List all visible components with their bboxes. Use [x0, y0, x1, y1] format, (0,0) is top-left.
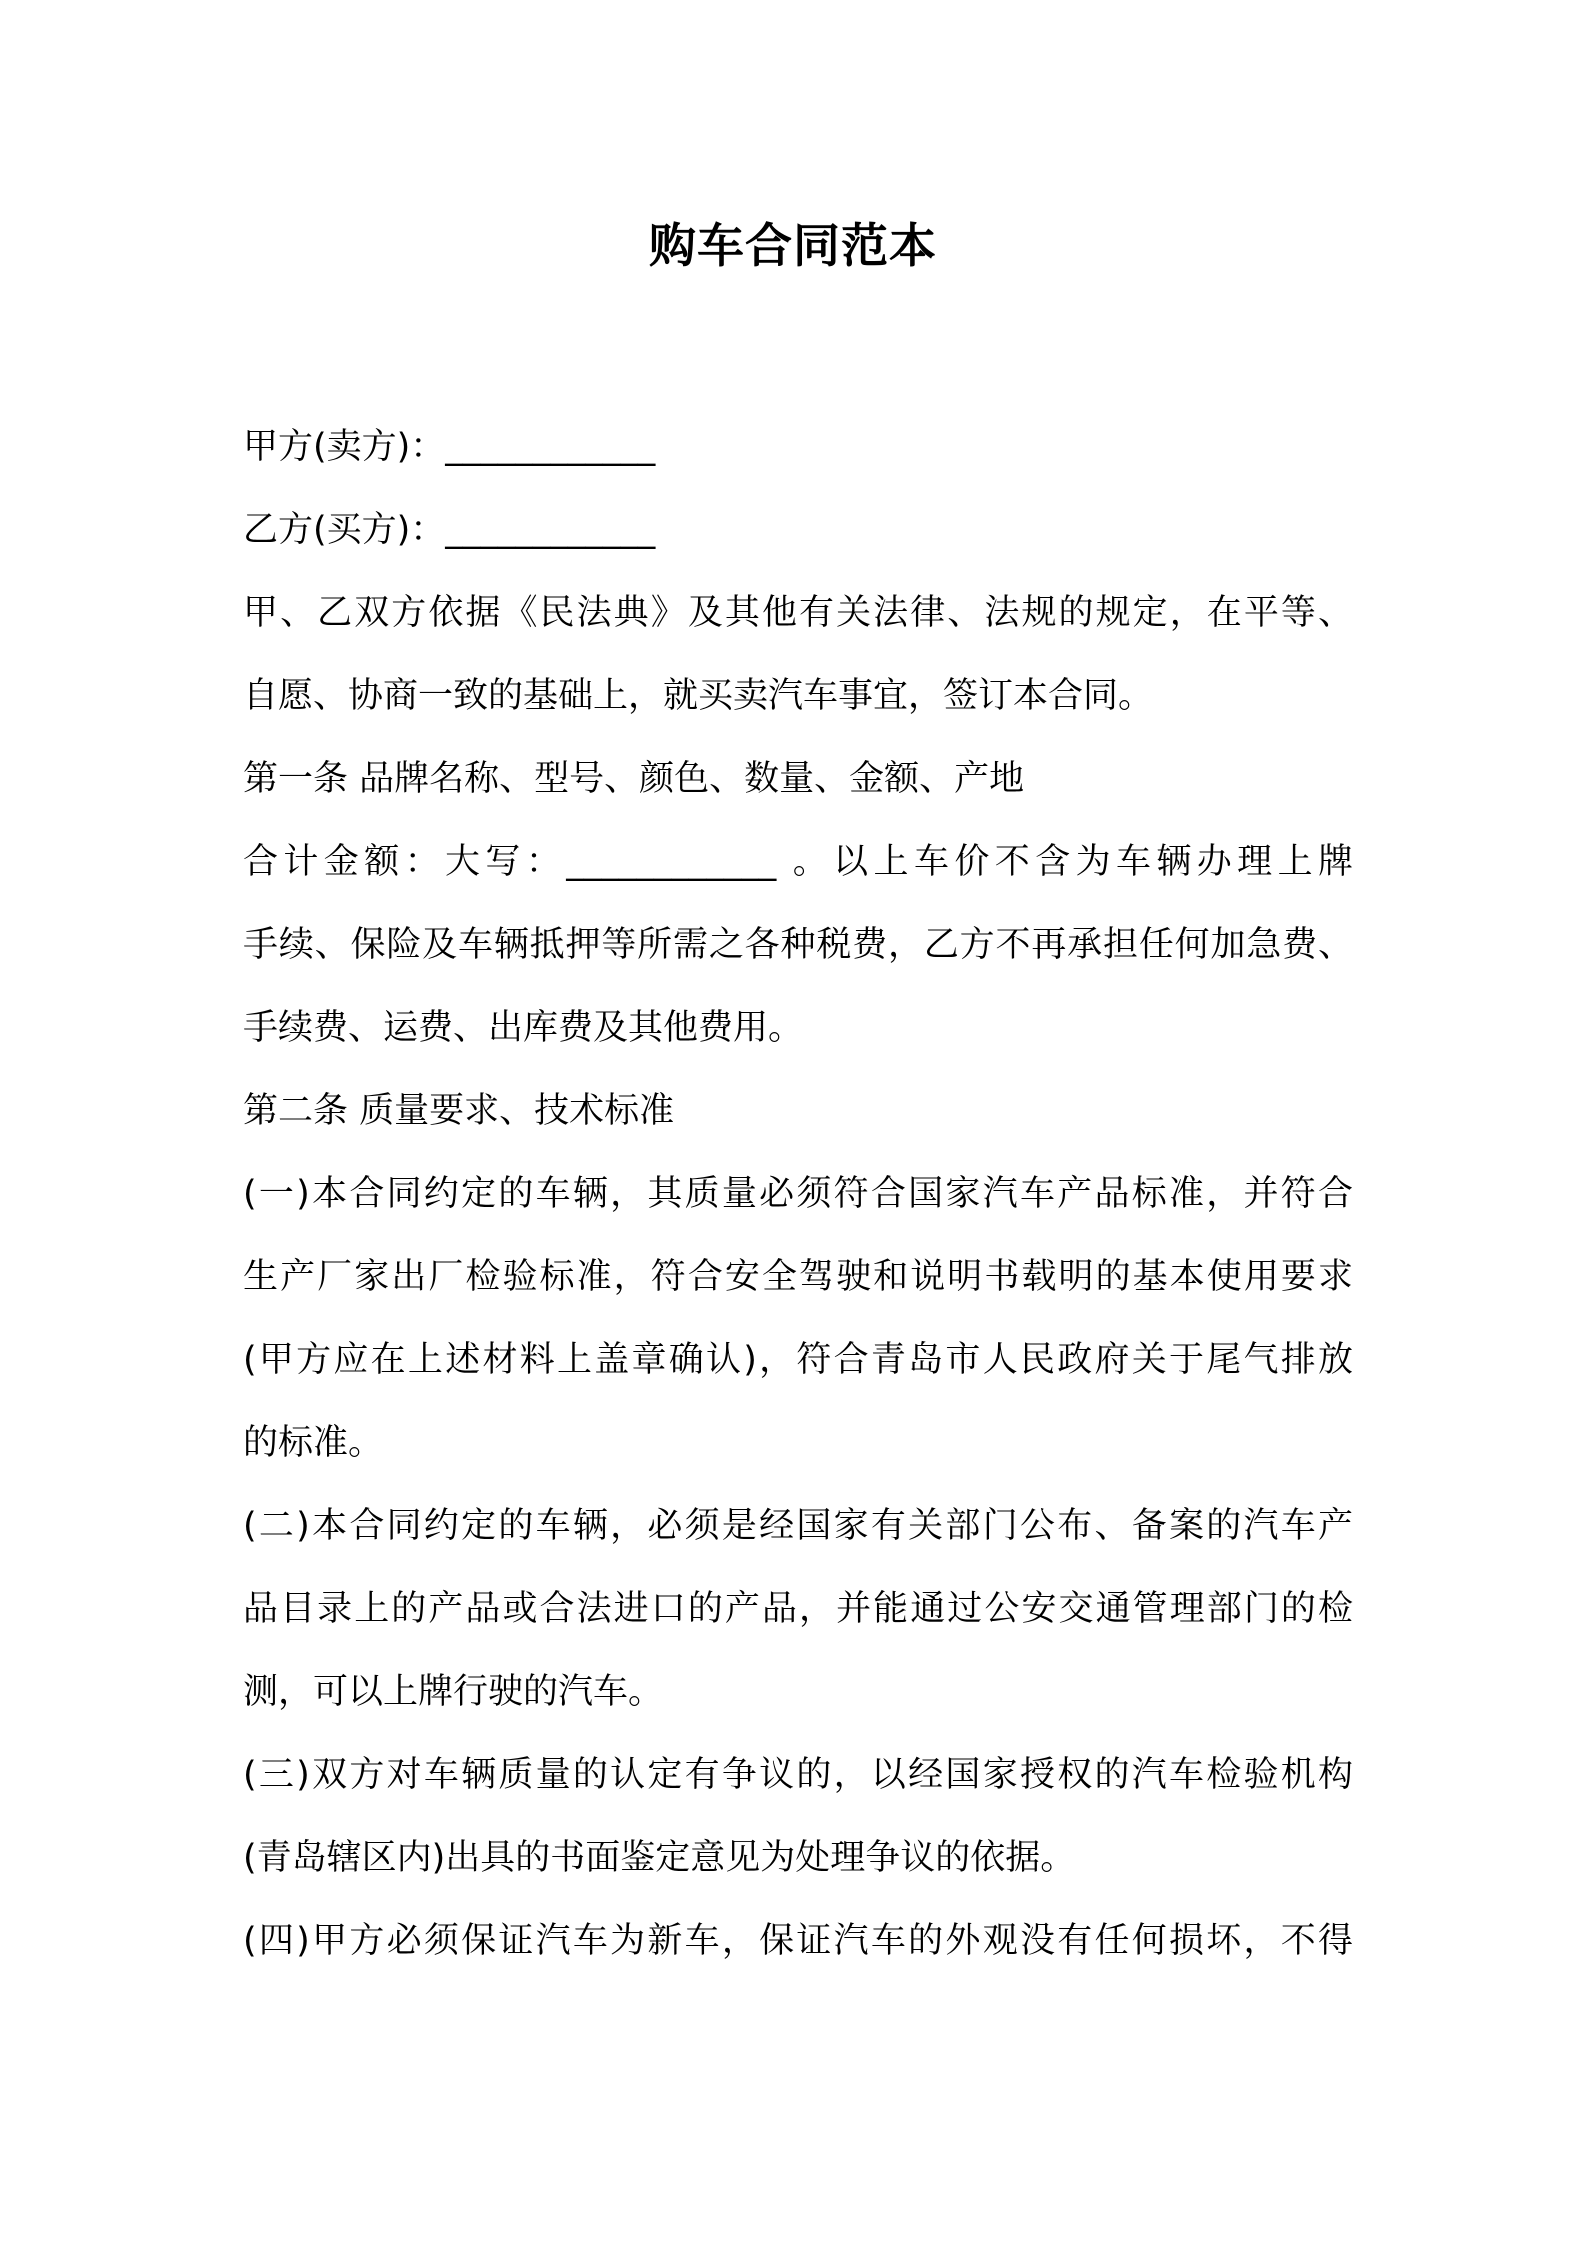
document-title: 购车合同范本: [649, 219, 937, 274]
text-line: 合计金额：大写：____________ 。以上车价不含为车辆办理上牌: [243, 842, 1353, 882]
text-line: (四)甲方必须保证汽车为新车，保证汽车的外观没有任何损坏，不得: [243, 1921, 1353, 1961]
text-line: 手续、保险及车辆抵押等所需之各种税费，乙方不再承担任何加急费、: [243, 925, 1353, 965]
text-line: 品目录上的产品或合法进口的产品，并能通过公安交通管理部门的检: [243, 1589, 1353, 1629]
text-line: 测，可以上牌行驶的汽车。: [243, 1672, 664, 1712]
text-line: 手续费、运费、出库费及其他费用。: [243, 1008, 804, 1048]
text-line: (青岛辖区内)出具的书面鉴定意见为处理争议的依据。: [243, 1838, 1076, 1878]
text-line: 第二条 质量要求、技术标准: [243, 1091, 675, 1131]
text-line: 的标准。: [243, 1423, 384, 1463]
text-line: (三)双方对车辆质量的认定有争议的，以经国家授权的汽车检验机构: [243, 1755, 1353, 1795]
text-line: (一)本合同约定的车辆，其质量必须符合国家汽车产品标准，并符合: [243, 1174, 1353, 1214]
text-line: 生产厂家出厂检验标准，符合安全驾驶和说明书载明的基本使用要求: [243, 1257, 1353, 1297]
text-line: (二)本合同约定的车辆，必须是经国家有关部门公布、备案的汽车产: [243, 1506, 1353, 1546]
text-line: 甲方(卖方)：____________: [243, 427, 656, 467]
text-line: 第一条 品牌名称、型号、颜色、数量、金额、产地: [243, 759, 1025, 799]
text-line: 甲、乙双方依据《民法典》及其他有关法律、法规的规定，在平等、: [243, 593, 1353, 633]
text-line: 自愿、协商一致的基础上，就买卖汽车事宜，签订本合同。: [243, 676, 1154, 716]
text-line: (甲方应在上述材料上盖章确认)，符合青岛市人民政府关于尾气排放: [243, 1340, 1353, 1380]
document-body: [243, 406, 1353, 1983]
text-line: 乙方(买方)：____________: [243, 510, 656, 550]
